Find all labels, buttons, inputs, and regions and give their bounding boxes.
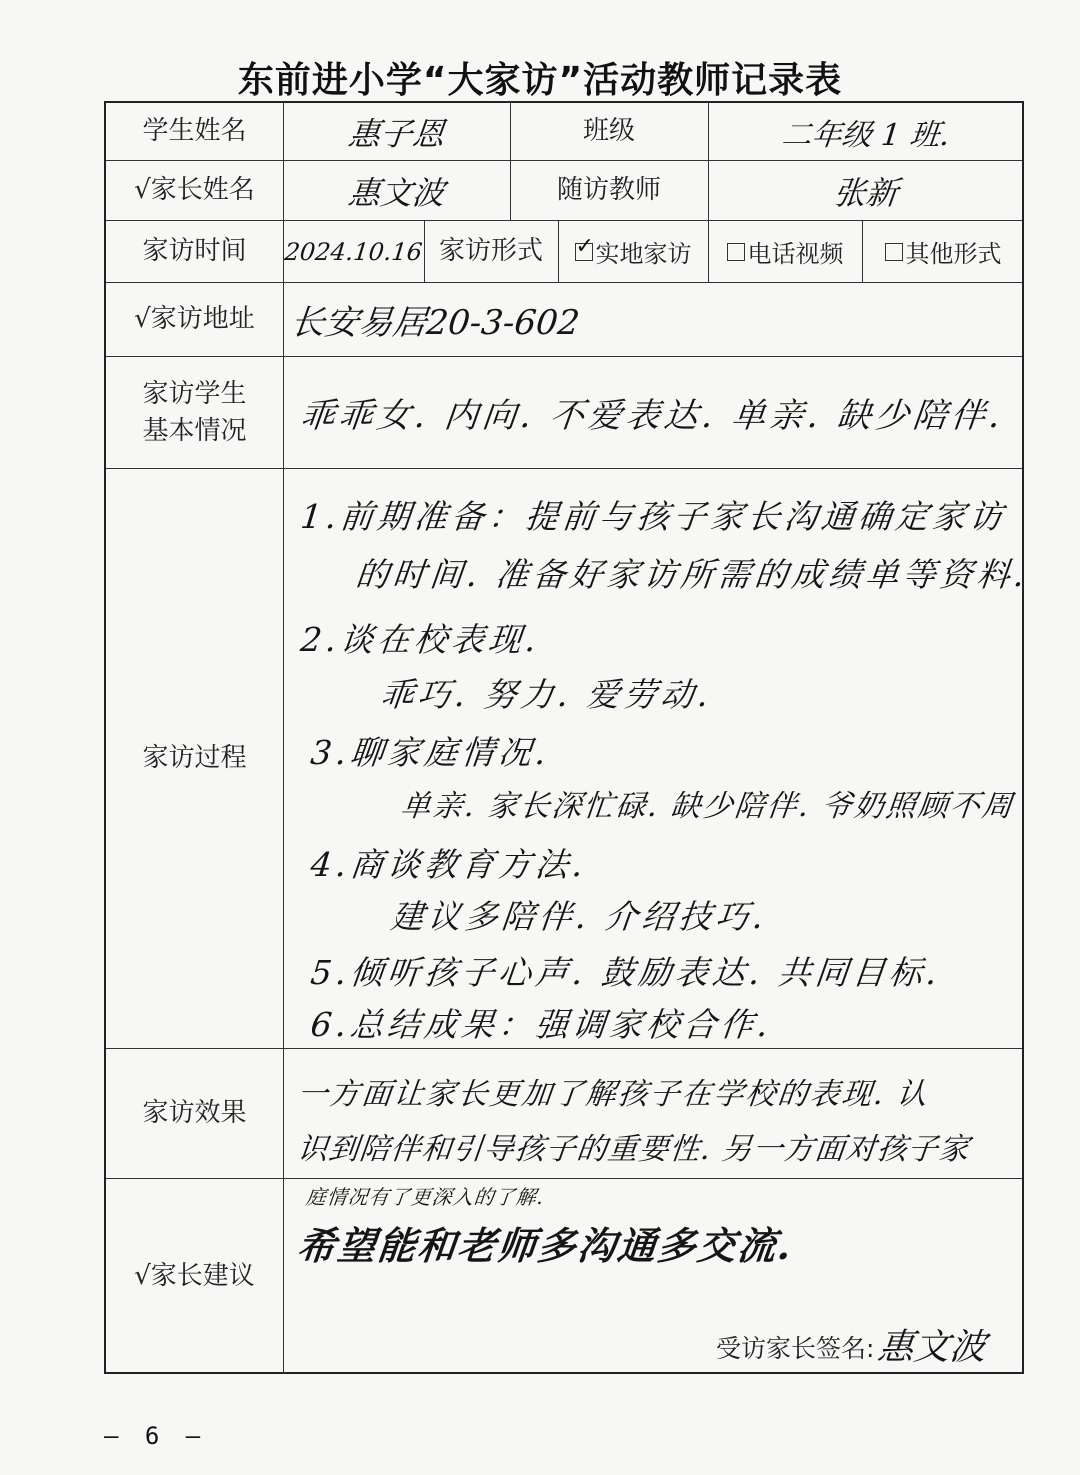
option-phone-video-label: 电话视频 bbox=[747, 240, 844, 268]
parent-name-label: √家长姓名 bbox=[134, 175, 255, 206]
form-title: 东前进小学“大家访”活动教师记录表 bbox=[237, 60, 843, 101]
visit-record-form bbox=[104, 101, 1031, 1374]
process-line-8: 建议多陪伴. 介绍技巧. bbox=[388, 897, 770, 936]
process-line-2: 的时间. 准备好家访所需的成绩单等资料. bbox=[353, 555, 1031, 594]
parent-suggestion-label: √家长建议 bbox=[134, 1261, 255, 1292]
visit-form-label: 家访形式 bbox=[438, 236, 543, 267]
class-value: 二年级 1 班. bbox=[779, 117, 952, 153]
process-label: 家访过程 bbox=[142, 743, 247, 774]
teacher-value: 张新 bbox=[831, 173, 900, 212]
student-name-value: 惠子恩 bbox=[346, 114, 447, 153]
signature-label: 受访家长签名: bbox=[716, 1334, 875, 1363]
option-phone-video[interactable] bbox=[708, 221, 862, 282]
option-other-label: 其他形式 bbox=[905, 240, 1002, 268]
effect-line-1: 一方面让家长更加了解孩子在学校的表现. 认 bbox=[295, 1077, 931, 1112]
student-info-label-line2: 基本情况 bbox=[142, 415, 247, 446]
student-info-label-line1: 家访学生 bbox=[142, 379, 247, 410]
class-label: 班级 bbox=[582, 116, 635, 147]
process-line-6: 单亲. 家长深忙碌. 缺少陪伴. 爷奶照顾不周 bbox=[398, 789, 1016, 824]
student-info-value: 乖乖女. 内向. 不爱表达. 单亲. 缺少陪伴. bbox=[298, 396, 1007, 436]
parent-name-value: 惠文波 bbox=[346, 173, 447, 212]
row-address bbox=[106, 283, 1022, 357]
parent-signature: 惠文波 bbox=[875, 1327, 988, 1368]
row-effect bbox=[106, 1049, 1022, 1179]
process-line-1: 1.前期准备：提前与孩子家长沟通确定家访 bbox=[298, 497, 1009, 536]
visit-time-value: 2024.10.16 bbox=[283, 237, 424, 266]
effect-line-3: 庭情况有了更深入的了解. bbox=[304, 1185, 546, 1209]
page-number: — 6 — bbox=[104, 1422, 207, 1450]
visit-address-value: 长安易居20-3-602 bbox=[288, 303, 582, 343]
visit-time-label: 家访时间 bbox=[142, 236, 247, 267]
phone-video-checkbox[interactable] bbox=[727, 243, 745, 261]
other-checkbox[interactable] bbox=[885, 243, 903, 261]
option-onsite[interactable] bbox=[558, 221, 708, 282]
student-info-label bbox=[106, 357, 283, 468]
teacher-label: 随访教师 bbox=[556, 175, 661, 206]
parent-suggestion-value: 希望能和老师多沟通多交流. bbox=[295, 1223, 796, 1268]
option-other[interactable] bbox=[862, 221, 1024, 282]
row-suggestion bbox=[106, 1179, 1022, 1374]
row-student bbox=[106, 103, 1022, 161]
process-line-7: 4.商谈教育方法. bbox=[308, 845, 589, 884]
effect-line-2: 识到陪伴和引导孩子的重要性. 另一方面对孩子家 bbox=[295, 1132, 972, 1167]
effect-label: 家访效果 bbox=[142, 1098, 247, 1129]
process-line-9: 5.倾听孩子心声. 鼓励表达. 共同目标. bbox=[308, 953, 943, 992]
row-time bbox=[106, 221, 1022, 283]
visit-address-label: √家访地址 bbox=[134, 304, 255, 335]
process-line-10: 6.总结成果：强调家校合作. bbox=[308, 1005, 774, 1044]
process-line-3: 2.谈在校表现. bbox=[298, 620, 542, 659]
process-line-5: 3.聊家庭情况. bbox=[308, 733, 552, 772]
row-process bbox=[106, 469, 1031, 1049]
process-line-4: 乖巧. 努力. 爱劳动. bbox=[378, 675, 715, 714]
onsite-checkbox[interactable] bbox=[575, 243, 593, 261]
option-onsite-label: 实地家访 bbox=[595, 240, 692, 268]
row-parent bbox=[106, 161, 1022, 221]
row-student-info bbox=[106, 357, 1022, 469]
student-name-label: 学生姓名 bbox=[142, 116, 247, 147]
